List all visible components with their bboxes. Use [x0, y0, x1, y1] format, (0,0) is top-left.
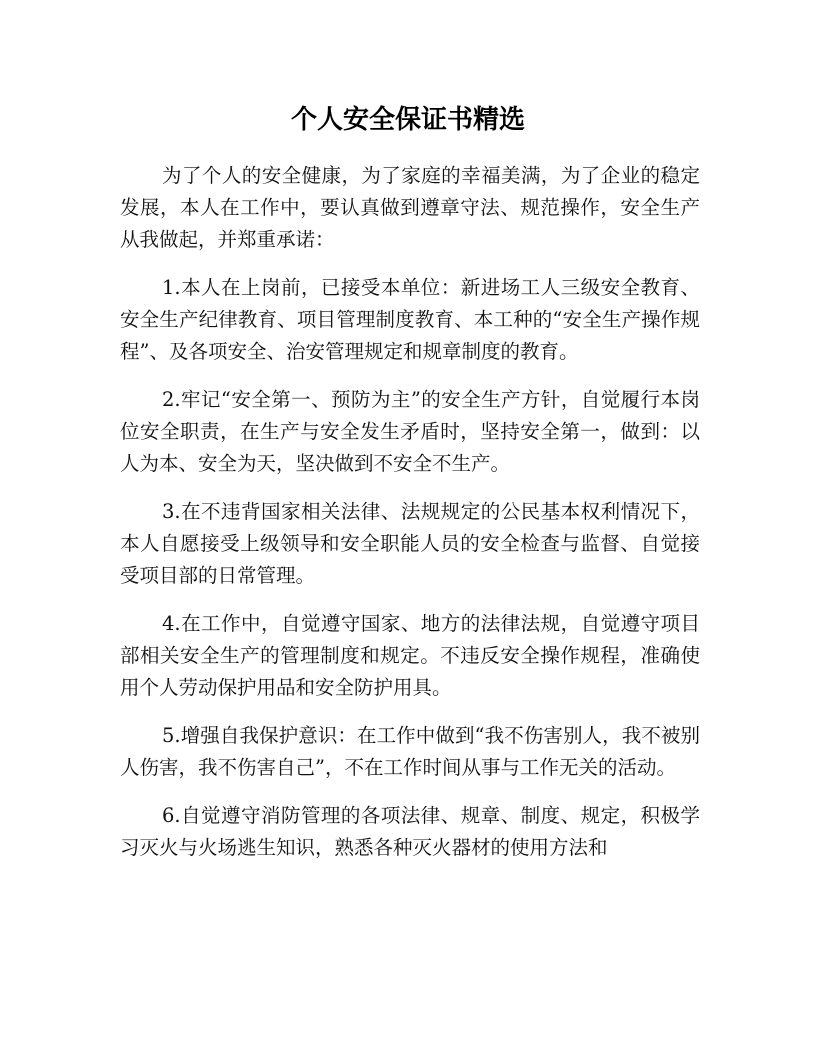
pledge-item-4: 4.在工作中，自觉遵守国家、地方的法律法规，自觉遵守项目部相关安全生产的管理制度和规定。不违反安全操作规程，准确使用个人劳动保护用品和安全防护用具。 — [120, 612, 700, 699]
pledge-item-5: 5.增强自我保护意识：在工作中做到“我不伤害别人，我不被别人伤害，我不伤害自己”，不在工作时间从事与工作无关的活动。 — [120, 724, 700, 779]
pledge-item-3: 3.在不违背国家相关法律、法规规定的公民基本权利情况下，本人自愿接受上级领导和安全职能人员的安全检查与监督、自觉接受项目部的日常管理。 — [120, 500, 700, 587]
pledge-item-1: 1.本人在上岗前，已接受本单位：新进场工人三级安全教育、安全生产纪律教育、项目管理制度教育、本工种的“安全生产操作规程”、及各项安全、治安管理规定和规章制度的教育。 — [120, 276, 700, 363]
pledge-item-2: 2.牢记“安全第一、预防为主”的安全生产方针，自觉履行本岗位安全职责，在生产与安全发生矛盾时，坚持安全第一，做到：以人为本、安全为天，坚决做到不安全不生产。 — [120, 388, 700, 475]
document-body — [120, 160, 700, 880]
document-title: 个人安全保证书精选 — [290, 105, 525, 135]
pledge-item-6: 6.自觉遵守消防管理的各项法律、规章、制度、规定，积极学习灭火与火场逃生知识，熟悉各种灭火器材的使用方法和 — [120, 804, 700, 859]
intro-paragraph: 为了个人的安全健康，为了家庭的幸福美满，为了企业的稳定发展，本人在工作中，要认真做到遵章守法、规范操作，安全生产从我做起，并郑重承诺： — [120, 164, 700, 251]
